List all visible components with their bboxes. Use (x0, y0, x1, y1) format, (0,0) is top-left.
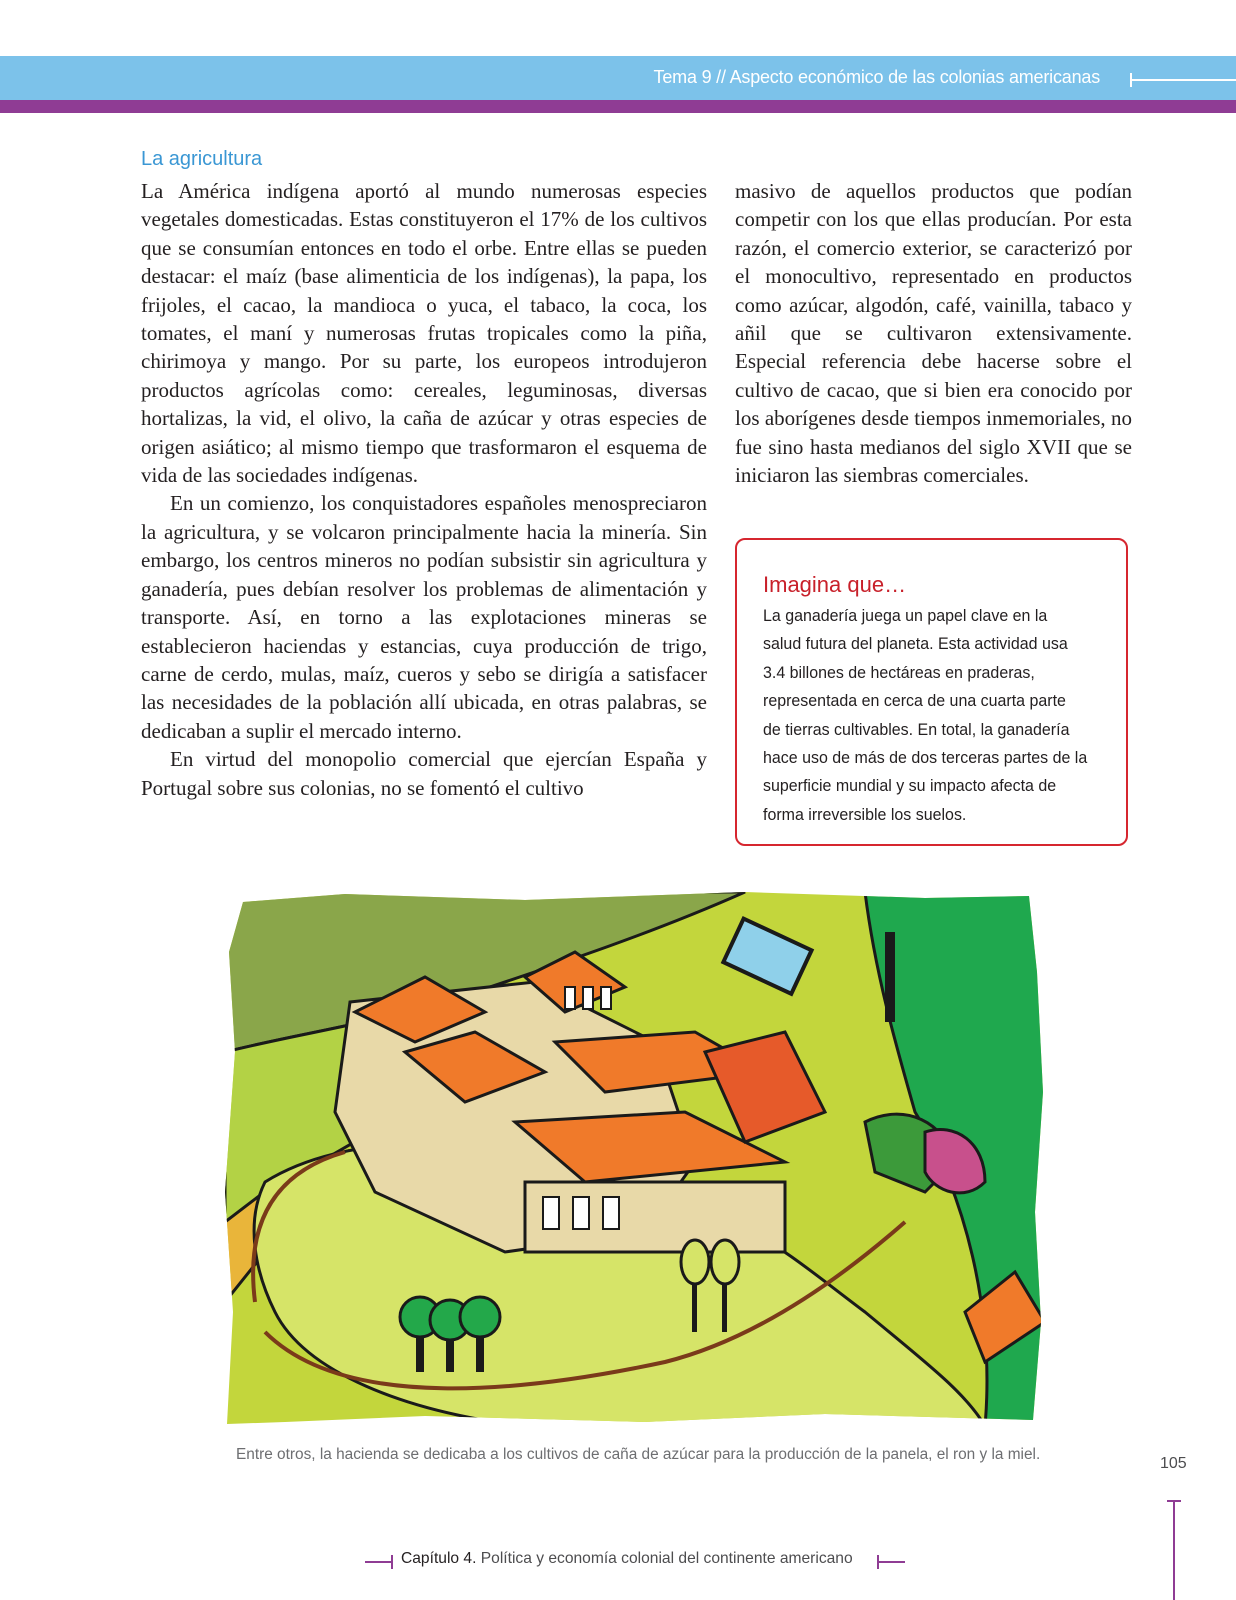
body-column-left (141, 177, 707, 802)
footer-rule-right (877, 1561, 905, 1563)
side-rule (1173, 1500, 1175, 1600)
page-number: 105 (1160, 1455, 1187, 1472)
header-rule (1130, 79, 1236, 81)
header-title: Tema 9 // Aspecto económico de las colonias americanas (653, 67, 1100, 87)
footer-rule-left (365, 1561, 393, 1563)
body-column-right (735, 177, 1132, 489)
paragraph: masivo de aquellos productos que podían competir con los que ellas producían. Por esta razón, el comercio exterior, se caracterizó por el monocultivo, representado en productos como azúcar, algodón, café, vainilla, tabaco y añil que se cultivaron extensivamente. Especial referencia debe hacerse sobre el cultivo de cacao, que si bien era conocido por los aborígenes desde tiempos inmemoriales, no fue sino hasta medianos del siglo XVII que se iniciaron las siembras comerciales. (735, 179, 1132, 488)
header-rule-tick (1130, 73, 1132, 87)
side-rule-tick (1167, 1500, 1181, 1502)
header-stripe (0, 100, 1236, 113)
footer (365, 1550, 905, 1572)
paragraph: En un comienzo, los conquistadores españoles menospreciaron la agricultura, y se volcaron principalmente hacia la minería. Sin embargo, los centros mineros no podían subsistir sin agricultura y ganadería, pues debían resolver los problemas de alimentación y transporte. Así, en torno a las explotaciones mineras se establecieron haciendas y estancias, cuya producción de trigo, carne de cerdo, mulas, maíz, cueros y sebo se dirigía a satisfacer las necesidades de la población allí ubicada, en otras palabras, se dedicaban a suplir el mercado interno. (141, 491, 707, 743)
paragraph: La América indígena aportó al mundo numerosas especies vegetales domesticadas. Estas constituyeron el 17% de los cultivos que se consumían entonces en todo el orbe. Entre ellas se pueden destacar: el maíz (base alimenticia de los indígenas), la papa, los frijoles, el cacao, la mandioca o yuca, el tabaco, la coca, los tomates, el maní y numerosas frutas tropicales como la piña, chirimoya y mango. Por su parte, los europeos introdujeron productos agrícolas como: cereales, leguminosas, diversas hortalizas, la vid, el olivo, la caña de azúcar y otras especies de origen asiático; al mismo tiempo que trasformaron el esquema de vida de las sociedades indígenas. (141, 179, 707, 488)
footer-text (401, 1550, 853, 1568)
chapter-label: Capítulo 4. (401, 1550, 477, 1567)
figure-caption: Entre otros, la hacienda se dedicaba a los cultivos de caña de azúcar para la producción de la panela, el ron y la miel. (236, 1446, 1041, 1463)
hacienda-illustration (225, 892, 1045, 1426)
imagine-title: Imagina que… (763, 572, 907, 597)
imagine-text: La ganadería juega un papel clave en la salud futura del planeta. Esta actividad usa 3.4 billones de hectáreas en praderas, representada en cerca de una cuarta parte de tierras cultivables. En total, la ganadería hace uso de más de dos terceras partes de la superficie mundial y su impacto afecta de forma irreversible los suelos. (763, 606, 1088, 824)
imagine-box (735, 538, 1128, 846)
chapter-title: Política y economía colonial del continente americano (480, 1550, 853, 1567)
section-heading: La agricultura (141, 148, 263, 170)
paragraph: En virtud del monopolio comercial que ejercían España y Portugal sobre sus colonias, no se fomentó el cultivo (141, 747, 707, 800)
